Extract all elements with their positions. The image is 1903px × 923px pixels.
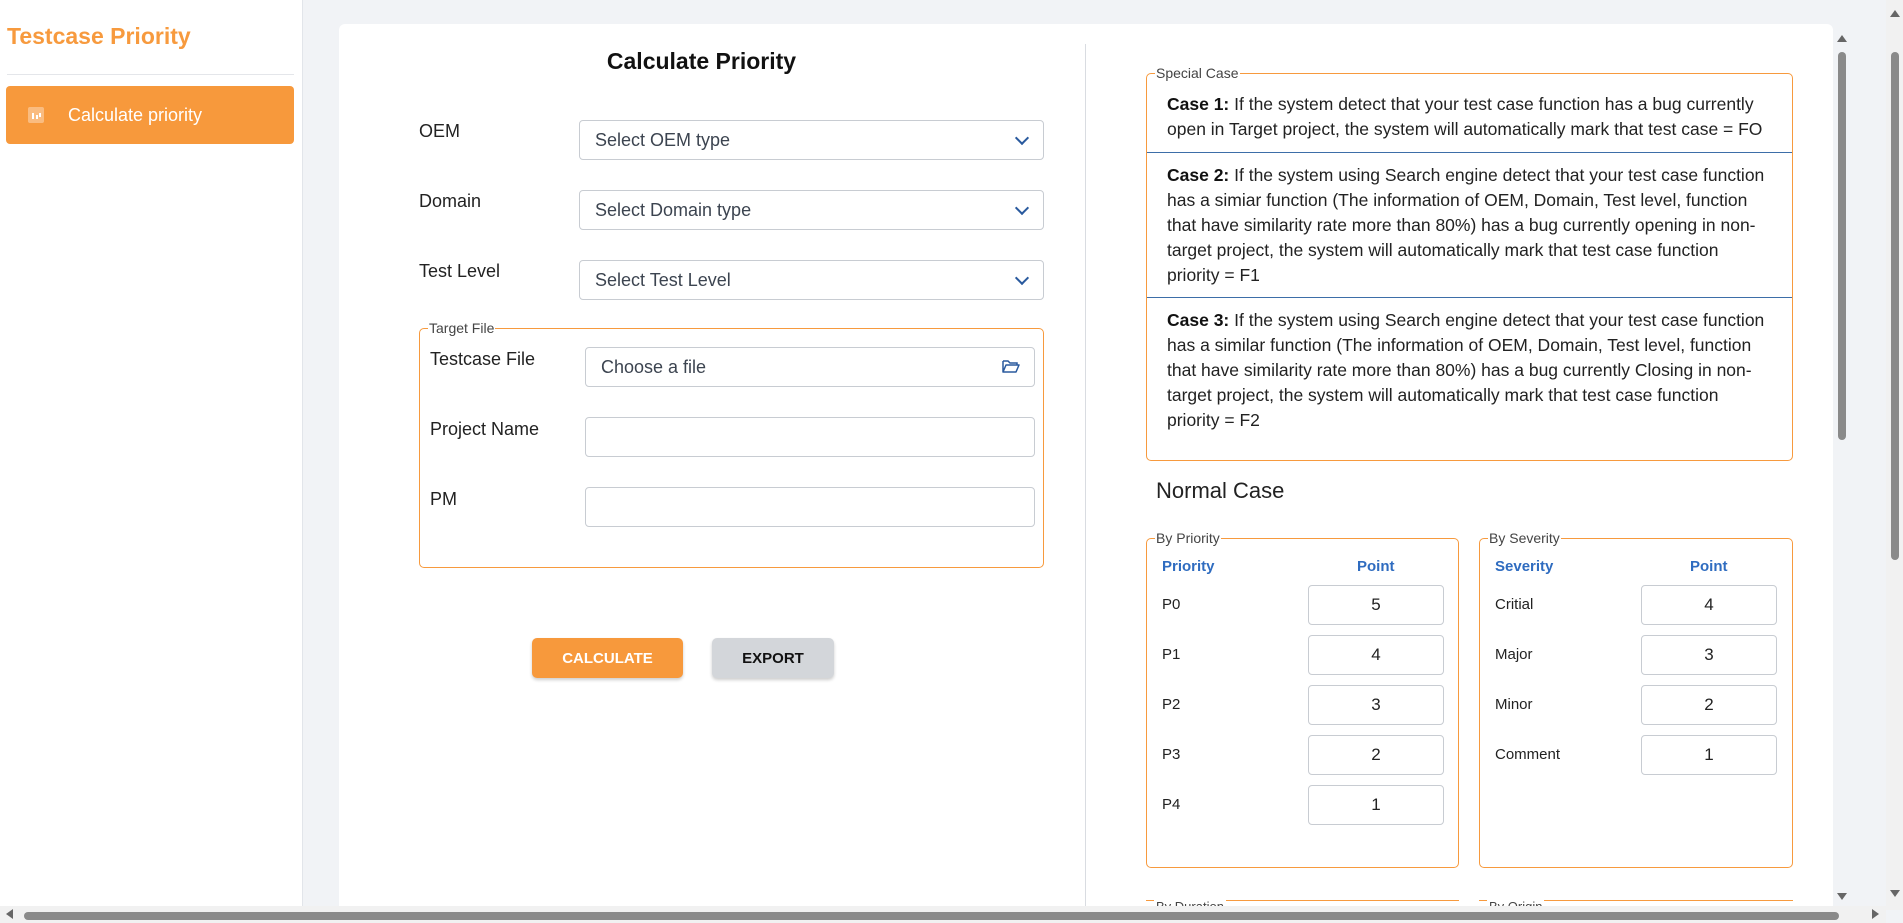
testcase-file-input[interactable] bbox=[585, 347, 1035, 387]
case-3-title: Case 3: bbox=[1167, 310, 1230, 330]
priority-column-header: Priority bbox=[1162, 558, 1215, 575]
point-column-header: Point bbox=[1357, 558, 1395, 575]
test-level-select[interactable] bbox=[579, 260, 1044, 300]
priority-point-input[interactable]: 2 bbox=[1308, 735, 1444, 775]
content-scrollbar-thumb[interactable] bbox=[1838, 52, 1846, 440]
scroll-up-arrow-icon[interactable] bbox=[1837, 35, 1847, 42]
case-1-text: If the system detect that your test case function has a bug currently open in Target project, the system will automatically mark that test case = FO bbox=[1167, 94, 1763, 139]
special-case-legend: Special Case bbox=[1156, 65, 1239, 81]
severity-point-input[interactable]: 2 bbox=[1641, 685, 1777, 725]
case-2 bbox=[1147, 163, 1792, 288]
scroll-down-arrow-icon[interactable] bbox=[1890, 890, 1900, 897]
testcase-file-label: Testcase File bbox=[430, 349, 536, 369]
oem-label: OEM bbox=[419, 121, 461, 141]
export-button[interactable]: EXPORT bbox=[712, 638, 834, 678]
severity-point-input[interactable]: 3 bbox=[1641, 635, 1777, 675]
severity-row-label: Comment bbox=[1495, 746, 1561, 763]
severity-row-label: Minor bbox=[1495, 696, 1533, 713]
case-2-title: Case 2: bbox=[1167, 165, 1230, 185]
case-1-title: Case 1: bbox=[1167, 94, 1230, 114]
brand-title: Testcase Priority bbox=[7, 23, 191, 49]
case-divider bbox=[1147, 152, 1792, 153]
page-title: Calculate Priority bbox=[606, 48, 797, 74]
by-severity-legend: By Severity bbox=[1489, 530, 1560, 546]
project-name-input[interactable] bbox=[585, 417, 1035, 457]
case-2-text: If the system using Search engine detect that your test case function has a simiar function (The information of OEM, Domain, Test level, function that have similarity rate more than 80%) has a bug currently opening in non-target project, the system will automatically mark that test case function priority = F1 bbox=[1167, 165, 1765, 285]
sidebar-item-calculate-priority[interactable] bbox=[6, 86, 294, 144]
sidebar-divider bbox=[7, 74, 294, 75]
domain-label: Domain bbox=[419, 191, 482, 211]
priority-point-input[interactable]: 1 bbox=[1308, 785, 1444, 825]
chevron-down-icon bbox=[1015, 131, 1029, 145]
scroll-left-arrow-icon[interactable] bbox=[6, 909, 13, 919]
priority-row-label: P3 bbox=[1162, 746, 1181, 763]
window-horizontal-scrollbar-thumb[interactable] bbox=[24, 912, 1839, 920]
scroll-right-arrow-icon[interactable] bbox=[1872, 909, 1879, 919]
priority-row-label: P2 bbox=[1162, 696, 1181, 713]
folder-open-icon bbox=[1002, 359, 1020, 373]
case-3-text: If the system using Search engine detect that your test case function has a similar function (The information of OEM, Domain, Test level, function that have similarity rate more than 80%) has a bug currently Closing in non-target project, the system will automatically mark that test case function priority = F2 bbox=[1167, 310, 1765, 430]
point-column-header: Point bbox=[1690, 558, 1728, 575]
severity-column-header: Severity bbox=[1495, 558, 1554, 575]
test-level-select-value: Select Test Level bbox=[595, 269, 731, 290]
calculate-button[interactable]: CALCULATE bbox=[532, 638, 683, 678]
normal-case-title: Normal Case bbox=[1156, 478, 1285, 503]
sidebar bbox=[0, 0, 303, 923]
window-vertical-scrollbar-thumb[interactable] bbox=[1891, 52, 1899, 560]
oem-select-value: Select OEM type bbox=[595, 129, 731, 150]
domain-select-value: Select Domain type bbox=[595, 199, 752, 220]
file-input-placeholder: Choose a file bbox=[601, 356, 707, 377]
project-name-label: Project Name bbox=[430, 419, 540, 439]
column-divider bbox=[1085, 44, 1086, 910]
domain-select[interactable] bbox=[579, 190, 1044, 230]
case-3 bbox=[1147, 308, 1792, 433]
chevron-down-icon bbox=[1015, 201, 1029, 215]
chevron-down-icon bbox=[1015, 271, 1029, 285]
priority-point-input[interactable]: 4 bbox=[1308, 635, 1444, 675]
pm-label: PM bbox=[430, 489, 457, 509]
case-divider bbox=[1147, 297, 1792, 298]
by-priority-legend: By Priority bbox=[1156, 530, 1220, 546]
priority-row-label: P0 bbox=[1162, 596, 1181, 613]
severity-point-input[interactable]: 4 bbox=[1641, 585, 1777, 625]
bar-chart-icon bbox=[28, 107, 44, 123]
priority-point-input[interactable]: 3 bbox=[1308, 685, 1444, 725]
severity-row-label: Critial bbox=[1495, 596, 1534, 613]
scroll-up-arrow-icon[interactable] bbox=[1890, 10, 1900, 17]
case-1 bbox=[1147, 92, 1792, 142]
scroll-down-arrow-icon[interactable] bbox=[1837, 893, 1847, 900]
test-level-label: Test Level bbox=[419, 261, 501, 281]
pm-input[interactable] bbox=[585, 487, 1035, 527]
priority-row-label: P4 bbox=[1162, 796, 1181, 813]
oem-select[interactable] bbox=[579, 120, 1044, 160]
target-file-legend: Target File bbox=[429, 320, 495, 336]
sidebar-item-label: Calculate priority bbox=[68, 104, 203, 125]
priority-row-label: P1 bbox=[1162, 646, 1181, 663]
priority-point-input[interactable]: 5 bbox=[1308, 585, 1444, 625]
severity-row-label: Major bbox=[1495, 646, 1533, 663]
severity-point-input[interactable]: 1 bbox=[1641, 735, 1777, 775]
